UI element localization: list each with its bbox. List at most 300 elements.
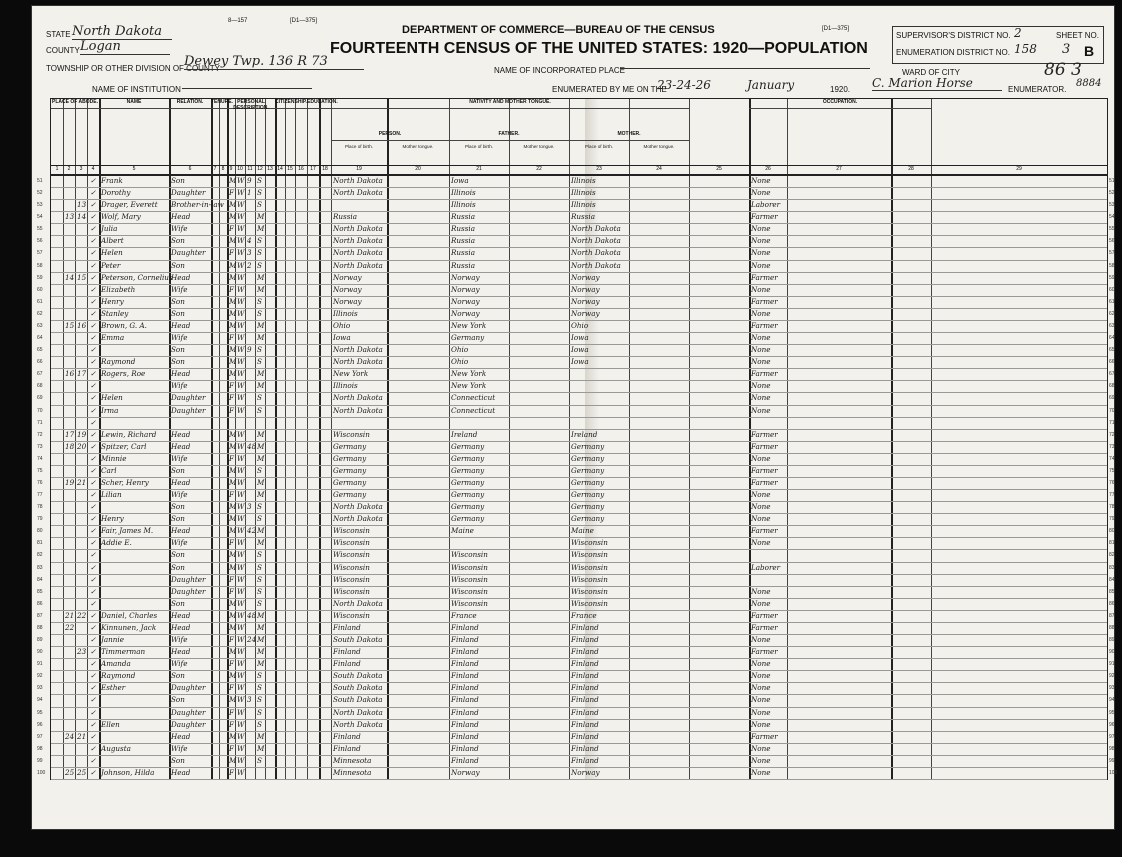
department-line: DEPARTMENT OF COMMERCE—BUREAU OF THE CENSUS: [402, 24, 715, 36]
enumeration-value: 158: [1014, 42, 1037, 56]
cell-occ: None: [751, 635, 771, 645]
row-number: 86: [1109, 600, 1115, 607]
institution-line: [182, 88, 312, 89]
cell-name: Carl: [101, 465, 117, 475]
cell-occ: None: [751, 333, 771, 343]
cell-fam: 25: [77, 767, 87, 777]
state-value: North Dakota: [72, 24, 172, 40]
cell-rel: Son: [171, 296, 185, 306]
row-number: 83: [1109, 564, 1115, 571]
row-number: 90: [1109, 649, 1115, 656]
row-number: 52: [1109, 190, 1115, 197]
cell-race: W: [237, 248, 245, 258]
cell-fam: [77, 622, 86, 634]
cell-sex: M: [229, 502, 237, 512]
cell-occ: None: [751, 188, 771, 198]
cell-occ: None: [751, 248, 771, 258]
group-header: RELATION.: [169, 99, 211, 109]
cell-fam: [77, 525, 86, 537]
cell-mbirth: Wisconsin: [571, 550, 608, 560]
cell-birth: Iowa: [333, 333, 351, 343]
county-value: Logan: [80, 39, 170, 55]
cell-sex: M: [229, 236, 237, 246]
cell-ms: M: [257, 333, 265, 343]
cell-birth: Norway: [333, 284, 362, 294]
cell-fbirth: Russia: [451, 224, 476, 234]
cell-race: W: [237, 465, 245, 475]
row-number: 61: [37, 298, 43, 305]
cell-mbirth: Finland: [571, 731, 599, 741]
cell-name: [101, 380, 168, 392]
cell-fbirth: New York: [451, 369, 487, 379]
cell-sex: M: [229, 478, 237, 487]
check-mark-icon: ✓: [90, 320, 97, 330]
cell-birth: North Dakota: [333, 248, 383, 258]
row-number: 66: [37, 359, 43, 366]
cell-sex: M: [229, 357, 237, 367]
column-number: 21: [476, 166, 482, 172]
cell-sex: M: [229, 272, 237, 282]
cell-age: [247, 682, 254, 694]
cell-ms: S: [257, 502, 262, 512]
row-number: 86: [37, 600, 43, 607]
cell-age: [247, 453, 254, 465]
row-number: 57: [1109, 250, 1115, 257]
column-number: 28: [908, 166, 914, 172]
check-mark-icon: ✓: [90, 550, 97, 560]
cell-ms: M: [257, 647, 265, 657]
cell-age: [247, 646, 254, 658]
cell-sex: M: [229, 610, 237, 620]
row-number: 63: [1109, 322, 1115, 329]
cell-birth: Germany: [333, 490, 367, 500]
cell-age: [247, 272, 254, 284]
cell-birth: Russia: [333, 212, 358, 222]
cell-dw: [65, 574, 74, 586]
row-number: 65: [37, 347, 43, 354]
cell-ms: M: [257, 212, 265, 222]
cell-fam: [77, 537, 86, 549]
cell-fam: [77, 284, 86, 296]
cell-sex: M: [229, 260, 237, 270]
cell-fbirth: Germany: [451, 478, 485, 487]
cell-rel: Daughter: [171, 707, 206, 717]
cell-fam: [77, 682, 86, 694]
cell-fbirth: Finland: [451, 635, 479, 645]
cell-rel: Head: [171, 731, 191, 741]
cell-sex: F: [229, 188, 234, 198]
check-mark-icon: ✓: [90, 405, 97, 415]
cell-fbirth: Finland: [451, 731, 479, 741]
cell-dw: [65, 175, 74, 187]
row-number: 67: [1109, 371, 1115, 378]
cell-dw: [65, 658, 74, 670]
cell-race: W: [237, 659, 245, 669]
cell-rel: Daughter: [171, 586, 206, 596]
cell-age: [247, 308, 254, 320]
cell-occ: None: [751, 308, 771, 318]
cell-occ: None: [751, 683, 771, 693]
corner-number: 8884: [1076, 78, 1102, 89]
cell-occ: Farmer: [751, 429, 778, 439]
cell-occ: None: [751, 695, 771, 705]
check-mark-icon: ✓: [90, 248, 97, 258]
cell-sex: M: [229, 345, 237, 355]
cell-sex: M: [229, 308, 237, 318]
cell-mbirth: [571, 380, 628, 392]
cell-birth: North Dakota: [333, 188, 383, 198]
cell-race: W: [237, 405, 245, 415]
cell-fam: [77, 694, 86, 706]
row-number: 55: [37, 226, 43, 233]
group-header: TENURE.: [211, 99, 227, 109]
check-mark-icon: ✓: [90, 176, 97, 185]
cell-name: Brown, G. A.: [101, 320, 147, 330]
cell-sex: F: [229, 767, 234, 777]
cell-ms: M: [257, 538, 265, 548]
cell-occ: None: [751, 719, 771, 729]
cell-name: Lewin, Richard: [101, 429, 157, 439]
cell-dw: 24: [65, 731, 75, 741]
cell-rel: Son: [171, 236, 185, 246]
cell-fbirth: Russia: [451, 212, 476, 222]
group-header: EDUCATION.: [307, 99, 331, 109]
cell-occ: None: [751, 381, 771, 391]
row-number: 76: [1109, 480, 1115, 486]
cell-sex: F: [229, 743, 234, 753]
cell-race: W: [237, 695, 245, 705]
cell-occ: None: [751, 502, 771, 512]
cell-name: Wolf, Mary: [101, 212, 141, 222]
row-number: 73: [1109, 443, 1115, 450]
check-mark-icon: ✓: [90, 381, 97, 391]
cell-occ: Farmer: [751, 272, 778, 282]
check-mark-icon: ✓: [90, 526, 97, 536]
cell-rel: Daughter: [171, 574, 206, 584]
cell-name: [101, 562, 168, 574]
cell-name: Peterson, Cornelius: [101, 272, 173, 282]
cell-race: W: [237, 502, 245, 512]
cell-name: [101, 417, 168, 429]
check-mark-icon: ✓: [90, 574, 97, 584]
cell-fam: [77, 513, 86, 525]
cell-fam: [77, 296, 86, 308]
cell-birth: Wisconsin: [333, 538, 370, 548]
cell-birth: Wisconsin: [333, 574, 370, 584]
cell-name: Augusta: [101, 743, 131, 753]
cell-name: Johnson, Hilda: [101, 767, 155, 777]
cell-occ: Farmer: [751, 441, 778, 451]
cell-race: W: [237, 369, 245, 379]
sheet-value: 3: [1062, 42, 1071, 57]
cell-ms: M: [257, 743, 265, 753]
check-mark-icon: ✓: [90, 236, 97, 246]
enumerator-label: ENUMERATOR.: [1008, 85, 1067, 94]
cell-fbirth: Germany: [451, 514, 485, 524]
cell-dw: [65, 465, 74, 477]
check-mark-icon: ✓: [90, 719, 97, 729]
township-value: Dewey Twp. 136 R 73: [184, 54, 364, 70]
cell-dw: [65, 405, 74, 417]
cell-dw: [65, 247, 74, 259]
column-number: 29: [1016, 166, 1022, 172]
row-number: 93: [1109, 685, 1115, 692]
form-code-right: [D1—375]: [822, 26, 850, 32]
check-mark-icon: ✓: [90, 743, 97, 753]
cell-age: [247, 429, 254, 441]
cell-mbirth: Wisconsin: [571, 538, 608, 548]
row-number: 70: [37, 407, 43, 414]
cell-age: [247, 598, 254, 610]
cell-rel: Head: [171, 272, 191, 282]
cell-rel: Wife: [171, 284, 188, 294]
group-header: CITIZENSHIP.: [275, 99, 307, 109]
nativity-subheader: Mother tongue.: [523, 144, 555, 149]
nativity-subheader: Place of birth.: [464, 144, 494, 149]
enumeration-label: ENUMERATION DISTRICT NO.: [896, 48, 1010, 57]
cell-occ: None: [751, 671, 771, 681]
row-number: 92: [1109, 673, 1115, 680]
cell-age: [247, 477, 254, 489]
cell-sex: M: [229, 671, 237, 681]
cell-birth: Illinois: [333, 308, 358, 318]
cell-sex: F: [229, 659, 234, 669]
cell-dw: 17: [65, 429, 75, 439]
cell-ms: S: [257, 200, 262, 210]
cell-name: [101, 549, 168, 561]
cell-name: Jannie: [101, 635, 124, 645]
row-number: 59: [37, 274, 43, 281]
cell-fbirth: Illinois: [451, 188, 476, 198]
cell-fbirth: Norway: [451, 308, 480, 318]
cell-birth: Norway: [333, 296, 362, 306]
cell-ms: S: [257, 176, 262, 185]
cell-dw: [65, 513, 74, 525]
cell-birth: North Dakota: [333, 405, 383, 415]
row-number: 85: [37, 588, 43, 595]
cell-race: W: [237, 683, 245, 693]
row-number: 99: [1109, 757, 1115, 764]
cell-name: [101, 707, 168, 719]
cell-occ: None: [751, 514, 771, 524]
cell-mbirth: Illinois: [571, 188, 596, 198]
cell-race: W: [237, 707, 245, 717]
cell-dw: [65, 634, 74, 646]
check-mark-icon: ✓: [90, 598, 97, 608]
check-mark-icon: ✓: [90, 308, 97, 318]
cell-age: [247, 465, 254, 477]
row-number: 100: [1109, 769, 1118, 776]
cell-name: [101, 598, 168, 610]
column-number: 17: [310, 166, 316, 172]
cell-race: W: [237, 526, 245, 536]
column-number: 18: [322, 166, 328, 172]
cell-ms: S: [257, 308, 262, 318]
group-header: PERSONAL DESCRIPTION.: [227, 99, 275, 109]
check-mark-icon: ✓: [90, 417, 97, 427]
cell-fam: [77, 453, 86, 465]
cell-sex: F: [229, 393, 234, 403]
cell-mbirth: Norway: [571, 272, 600, 282]
column-number: 19: [356, 166, 362, 172]
cell-race: W: [237, 429, 245, 439]
column-number: 5: [132, 166, 136, 172]
row-number: 55: [1109, 226, 1115, 233]
row-number: 91: [37, 661, 43, 668]
check-mark-icon: ✓: [90, 731, 97, 741]
cell-name: Timmerman: [101, 647, 146, 657]
check-mark-icon: ✓: [90, 562, 97, 572]
cell-ms: [257, 767, 264, 779]
cell-occ: Farmer: [751, 320, 778, 330]
row-number: 67: [37, 371, 43, 378]
row-number: 84: [1109, 576, 1115, 583]
cell-birth: [333, 417, 386, 429]
cell-sex: M: [229, 212, 237, 222]
cell-birth: Germany: [333, 478, 367, 487]
check-mark-icon: ✓: [90, 502, 97, 512]
cell-fbirth: Norway: [451, 296, 480, 306]
cell-race: W: [237, 598, 245, 608]
cell-birth: Finland: [333, 647, 361, 657]
cell-ms: M: [257, 369, 265, 379]
row-number: 72: [1109, 431, 1115, 438]
column-number: 20: [415, 166, 421, 172]
cell-fam: 21: [77, 478, 87, 487]
cell-fam: [77, 260, 86, 272]
cell-ms: M: [257, 284, 265, 294]
cell-ms: S: [257, 695, 262, 705]
cell-fbirth: [451, 417, 508, 429]
row-number: 98: [1109, 745, 1115, 752]
cell-mbirth: Wisconsin: [571, 574, 608, 584]
row-number: 70: [1109, 407, 1115, 414]
cell-dw: [65, 235, 74, 247]
row-number: 80: [37, 528, 43, 535]
cell-occ: None: [751, 598, 771, 608]
cell-fbirth: Russia: [451, 260, 476, 270]
cell-name: Helen: [101, 248, 123, 258]
row-number: 88: [37, 624, 43, 631]
cell-ms: S: [257, 236, 262, 246]
column-number: 10: [237, 166, 243, 172]
cell-occ: None: [751, 538, 771, 548]
cell-ms: M: [257, 659, 265, 669]
cell-fbirth: France: [451, 610, 477, 620]
cell-age: [247, 380, 254, 392]
cell-dw: [65, 199, 74, 211]
row-number: 88: [1109, 624, 1115, 631]
cell-age: [247, 513, 254, 525]
cell-name: [101, 755, 168, 767]
cell-dw: [65, 549, 74, 561]
cell-fbirth: Germany: [451, 333, 485, 343]
cell-ms: S: [257, 683, 262, 693]
cell-birth: Germany: [333, 453, 367, 463]
cell-age: [247, 199, 254, 211]
cell-mbirth: France: [571, 610, 597, 620]
row-number: 76: [37, 480, 43, 486]
cell-ms: M: [257, 381, 265, 391]
cell-age: [247, 537, 254, 549]
cell-name: Addie E.: [101, 538, 132, 548]
row-number: 85: [1109, 588, 1115, 595]
cell-mbirth: Finland: [571, 659, 599, 669]
cell-fbirth: Finland: [451, 719, 479, 729]
row-number: 65: [1109, 347, 1115, 354]
cell-race: W: [237, 755, 245, 765]
column-number: 26: [765, 166, 771, 172]
cell-ms: S: [257, 296, 262, 306]
cell-name: Kinnunen, Jack: [101, 622, 157, 632]
row-number: 99: [37, 757, 43, 764]
cell-occ: None: [751, 659, 771, 669]
check-mark-icon: ✓: [90, 453, 97, 463]
cell-ms: M: [257, 731, 265, 741]
cell-fbirth: Wisconsin: [451, 550, 488, 560]
cell-fam: [77, 235, 86, 247]
row-number: 84: [37, 576, 43, 583]
cell-fam: [77, 417, 86, 429]
cell-name: Drager, Everett: [101, 200, 158, 210]
cell-occ: None: [751, 453, 771, 463]
row-number: 81: [37, 540, 43, 547]
cell-rel: [171, 417, 210, 429]
sheet-label: SHEET NO.: [1056, 31, 1099, 40]
row-number: 66: [1109, 359, 1115, 366]
enumerated-year: 1920.: [830, 85, 851, 94]
cell-rel: Head: [171, 320, 191, 330]
cell-fam: 22: [77, 610, 87, 620]
cell-fbirth: Wisconsin: [451, 586, 488, 596]
cell-name: Stanley: [101, 308, 129, 318]
cell-occ: Farmer: [751, 465, 778, 475]
row-number: 62: [37, 310, 43, 317]
cell-age: [247, 284, 254, 296]
cell-occ: Farmer: [751, 526, 778, 536]
cell-fbirth: Wisconsin: [451, 574, 488, 584]
cell-age: [247, 755, 254, 767]
state-label: STATE: [46, 30, 71, 39]
cell-ms: S: [257, 188, 262, 198]
cell-dw: 22: [65, 622, 75, 632]
cell-name: Albert: [101, 236, 124, 246]
cell-birth: Wisconsin: [333, 550, 370, 560]
cell-sex: [229, 417, 234, 429]
cell-age: [247, 707, 254, 719]
group-header: PLACE OF ABODE.: [51, 99, 99, 109]
row-number: 93: [37, 685, 43, 692]
row-number: 51: [1109, 178, 1115, 184]
cell-occ: None: [751, 755, 771, 765]
cell-birth: [333, 199, 386, 211]
cell-race: W: [237, 333, 245, 343]
check-mark-icon: ✓: [90, 695, 97, 705]
cell-age: 3: [247, 248, 252, 258]
cell-rel: Son: [171, 562, 185, 572]
cell-name: Raymond: [101, 357, 136, 367]
cell-fbirth: Germany: [451, 441, 485, 451]
cell-dw: 14: [65, 272, 75, 282]
nativity-subheader: Mother tongue.: [402, 144, 434, 149]
cell-age: [247, 658, 254, 670]
cell-fam: [77, 380, 86, 392]
row-number: 73: [37, 443, 43, 450]
cell-mbirth: Norway: [571, 767, 600, 777]
cell-sex: M: [229, 176, 237, 185]
cell-birth: North Dakota: [333, 502, 383, 512]
row-number: 51: [37, 178, 43, 184]
